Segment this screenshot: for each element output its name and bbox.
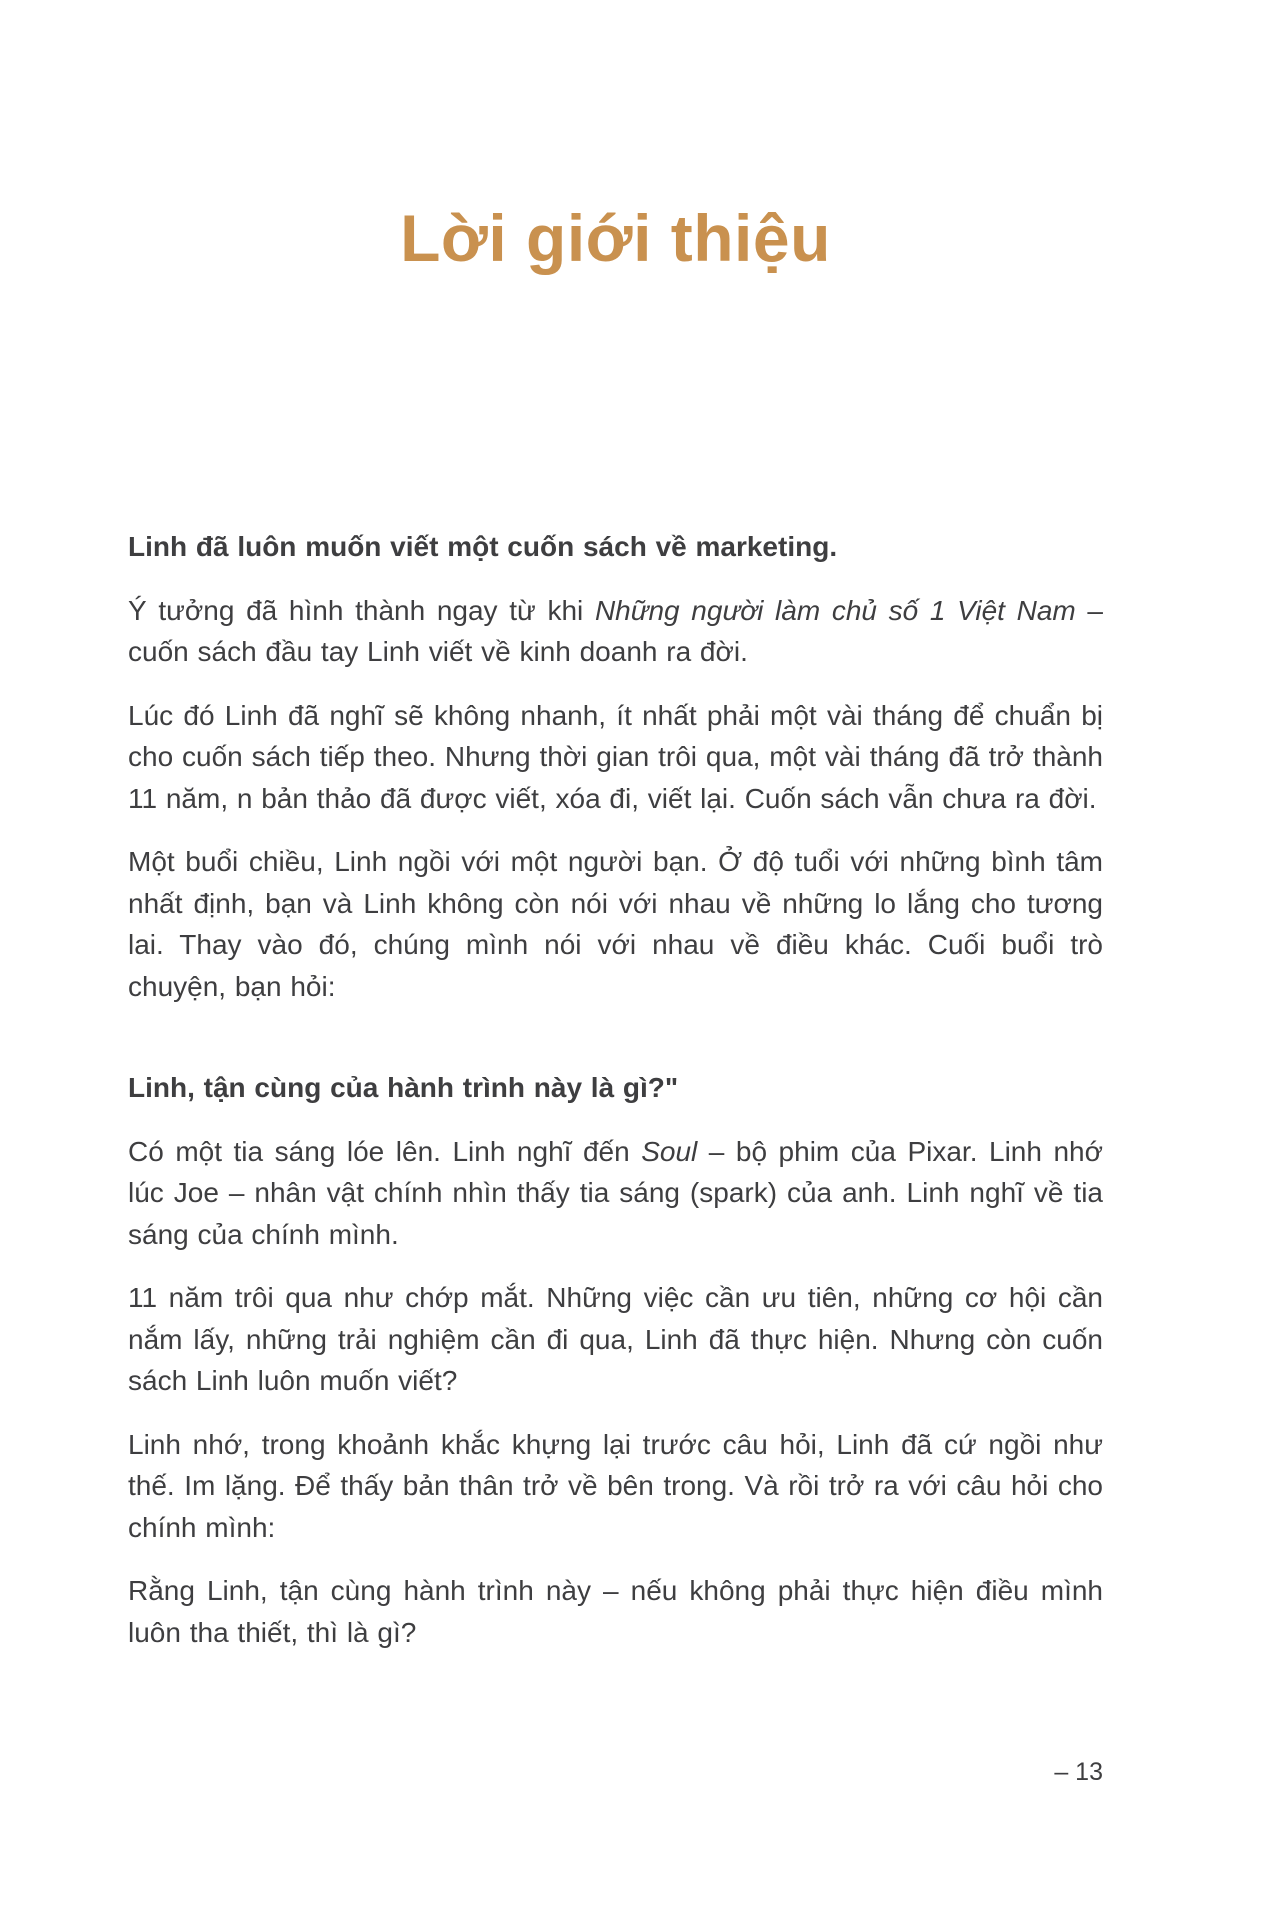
text-run: Linh nhớ, trong khoảnh khắc khựng lại trước câu hỏi, Linh đã cứ ngồi như thế. Im lặng. Để thấy bản thân trở về bên trong. Và rồi trở ra với câu hỏi cho chính mình: xyxy=(128,1428,1103,1543)
text-run: Có một tia sáng lóe lên. Linh nghĩ đến xyxy=(128,1135,642,1167)
text-run: – bộ phim của Pixar. Linh nhớ lúc Joe – nhân vật chính nhìn thấy tia sáng (spark) của anh. Linh nghĩ về tia sáng của chính mình. xyxy=(128,1135,1103,1250)
paragraph xyxy=(128,590,1103,673)
italic-text-run: Những người làm chủ số 1 Việt Nam xyxy=(594,594,1076,626)
paragraph xyxy=(128,1131,1103,1256)
text-run: – cuốn sách đầu tay Linh viết về kinh doanh ra đời. xyxy=(128,594,1103,667)
text-run: Rằng Linh, tận cùng hành trình này – nếu không phải thực hiện điều mình luôn tha thiết, thì là gì? xyxy=(128,1575,1103,1648)
text-run: Linh đã luôn muốn viết một cuốn sách về marketing. xyxy=(128,531,838,562)
paragraph xyxy=(128,1570,1103,1653)
paragraph xyxy=(128,695,1103,820)
text-run: Một buổi chiều, Linh ngồi với một người bạn. Ở độ tuổi với những bình tâm nhất định, bạn và Linh không còn nói với nhau về những lo lắng cho tương lai. Thay vào đó, chúng mình nói với nhau về điều khác. Cuối buổi trò chuyện, bạn hỏi: xyxy=(128,846,1103,1002)
paragraph xyxy=(128,1424,1103,1549)
chapter-title: Lời giới thiệu xyxy=(400,201,831,275)
text-run: Ý tưởng đã hình thành ngay từ khi xyxy=(128,594,595,626)
text-run: Linh, tận cùng của hành trình này là gì?" xyxy=(128,1072,679,1103)
paragraph xyxy=(128,1277,1103,1402)
paragraph xyxy=(128,1067,1103,1109)
paragraph xyxy=(128,841,1103,1007)
italic-text-run: Soul xyxy=(641,1135,698,1167)
text-run: Lúc đó Linh đã nghĩ sẽ không nhanh, ít nhất phải một vài tháng để chuẩn bị cho cuốn sách tiếp theo. Nhưng thời gian trôi qua, một vài tháng đã trở thành 11 năm, n bản thảo đã được viết, xóa đi, viết lại. Cuốn sách vẫn chưa ra đời. xyxy=(128,699,1103,814)
body-text xyxy=(128,526,1103,1653)
content-column xyxy=(128,0,1103,1675)
text-run: 11 năm trôi qua như chớp mắt. Những việc cần ưu tiên, những cơ hội cần nắm lấy, những trải nghiệm cần đi qua, Linh đã thực hiện. Nhưng còn cuốn sách Linh luôn muốn viết? xyxy=(128,1282,1103,1396)
paragraph xyxy=(128,526,1103,568)
page-number: – 13 xyxy=(1054,1758,1103,1786)
